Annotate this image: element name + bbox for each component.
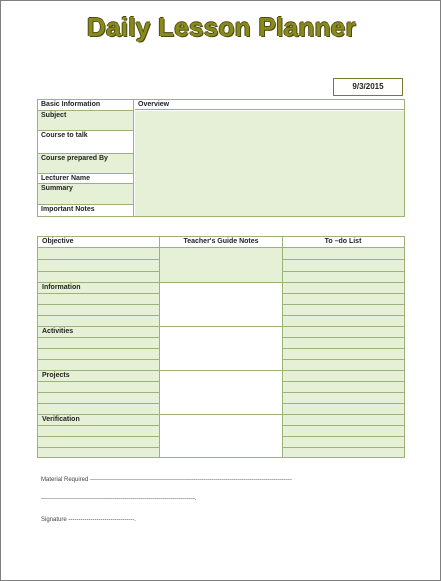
lecturer-name-field[interactable]: Lecturer Name bbox=[38, 174, 134, 184]
column-divider bbox=[159, 237, 160, 457]
row-divider bbox=[38, 381, 159, 382]
row-divider bbox=[38, 403, 159, 404]
basic-info-header: Basic Information bbox=[38, 100, 134, 111]
lesson-plan-table bbox=[37, 236, 405, 458]
row-divider bbox=[283, 348, 404, 349]
row-divider bbox=[38, 436, 159, 437]
summary-field[interactable]: Summary bbox=[38, 184, 134, 205]
row-divider bbox=[38, 259, 159, 260]
section-verification-label: Verification bbox=[42, 416, 80, 423]
course-prepared-by-field[interactable]: Course prepared By bbox=[38, 154, 134, 174]
objective-header: Objective bbox=[42, 238, 74, 245]
row-divider bbox=[38, 414, 404, 415]
row-divider bbox=[283, 425, 404, 426]
row-divider bbox=[283, 315, 404, 316]
row-divider bbox=[283, 403, 404, 404]
row-divider bbox=[283, 293, 404, 294]
course-to-talk-field[interactable]: Course to talk bbox=[38, 131, 134, 154]
row-divider bbox=[38, 337, 159, 338]
row-divider bbox=[283, 381, 404, 382]
row-divider bbox=[283, 304, 404, 305]
row-divider bbox=[38, 447, 159, 448]
basic-info-table bbox=[37, 99, 405, 217]
material-required-dashes: ----------------------------------------------------------------------------------------------------- bbox=[90, 477, 292, 483]
row-divider bbox=[283, 359, 404, 360]
column-divider bbox=[282, 237, 283, 457]
overview-header: Overview bbox=[135, 100, 404, 110]
important-notes-field[interactable]: Important Notes bbox=[38, 205, 134, 216]
teachers-notes-objective[interactable] bbox=[160, 248, 282, 282]
teachers-notes-header: Teacher's Guide Notes bbox=[183, 238, 259, 245]
row-divider bbox=[283, 271, 404, 272]
row-divider bbox=[283, 447, 404, 448]
subject-field[interactable]: Subject bbox=[38, 111, 134, 131]
row-divider bbox=[38, 282, 404, 283]
row-divider bbox=[283, 259, 404, 260]
section-information-label: Information bbox=[42, 284, 81, 291]
signature-dashes: ---------------------------------. bbox=[68, 517, 136, 523]
material-required-continuation[interactable]: -----------------------------------------------------------------------------. bbox=[41, 496, 197, 502]
teachers-notes-verification[interactable] bbox=[160, 415, 282, 457]
row-divider bbox=[38, 315, 159, 316]
row-divider bbox=[38, 392, 159, 393]
signature-line[interactable] bbox=[41, 517, 136, 523]
row-divider bbox=[38, 348, 159, 349]
row-divider bbox=[283, 436, 404, 437]
teachers-notes-activities[interactable] bbox=[160, 327, 282, 370]
row-divider bbox=[38, 425, 159, 426]
section-projects-label: Projects bbox=[42, 372, 70, 379]
overview-field[interactable] bbox=[135, 111, 404, 216]
row-divider bbox=[38, 359, 159, 360]
row-divider bbox=[38, 326, 404, 327]
material-required-line[interactable] bbox=[41, 477, 292, 483]
row-divider bbox=[38, 304, 159, 305]
row-divider bbox=[38, 370, 404, 371]
material-required-label: Material Required bbox=[41, 477, 89, 483]
page-title: Daily Lesson Planner bbox=[87, 12, 356, 42]
row-divider bbox=[38, 271, 159, 272]
date-field[interactable]: 9/3/2015 bbox=[333, 78, 403, 96]
signature-label: Signature bbox=[41, 517, 67, 523]
row-divider bbox=[38, 293, 159, 294]
teachers-notes-projects[interactable] bbox=[160, 371, 282, 414]
row-divider bbox=[283, 392, 404, 393]
row-divider bbox=[283, 337, 404, 338]
section-activities-label: Activities bbox=[42, 328, 74, 335]
row-divider bbox=[38, 247, 404, 248]
teachers-notes-information[interactable] bbox=[160, 283, 282, 326]
todo-header: To –do List bbox=[324, 238, 362, 245]
